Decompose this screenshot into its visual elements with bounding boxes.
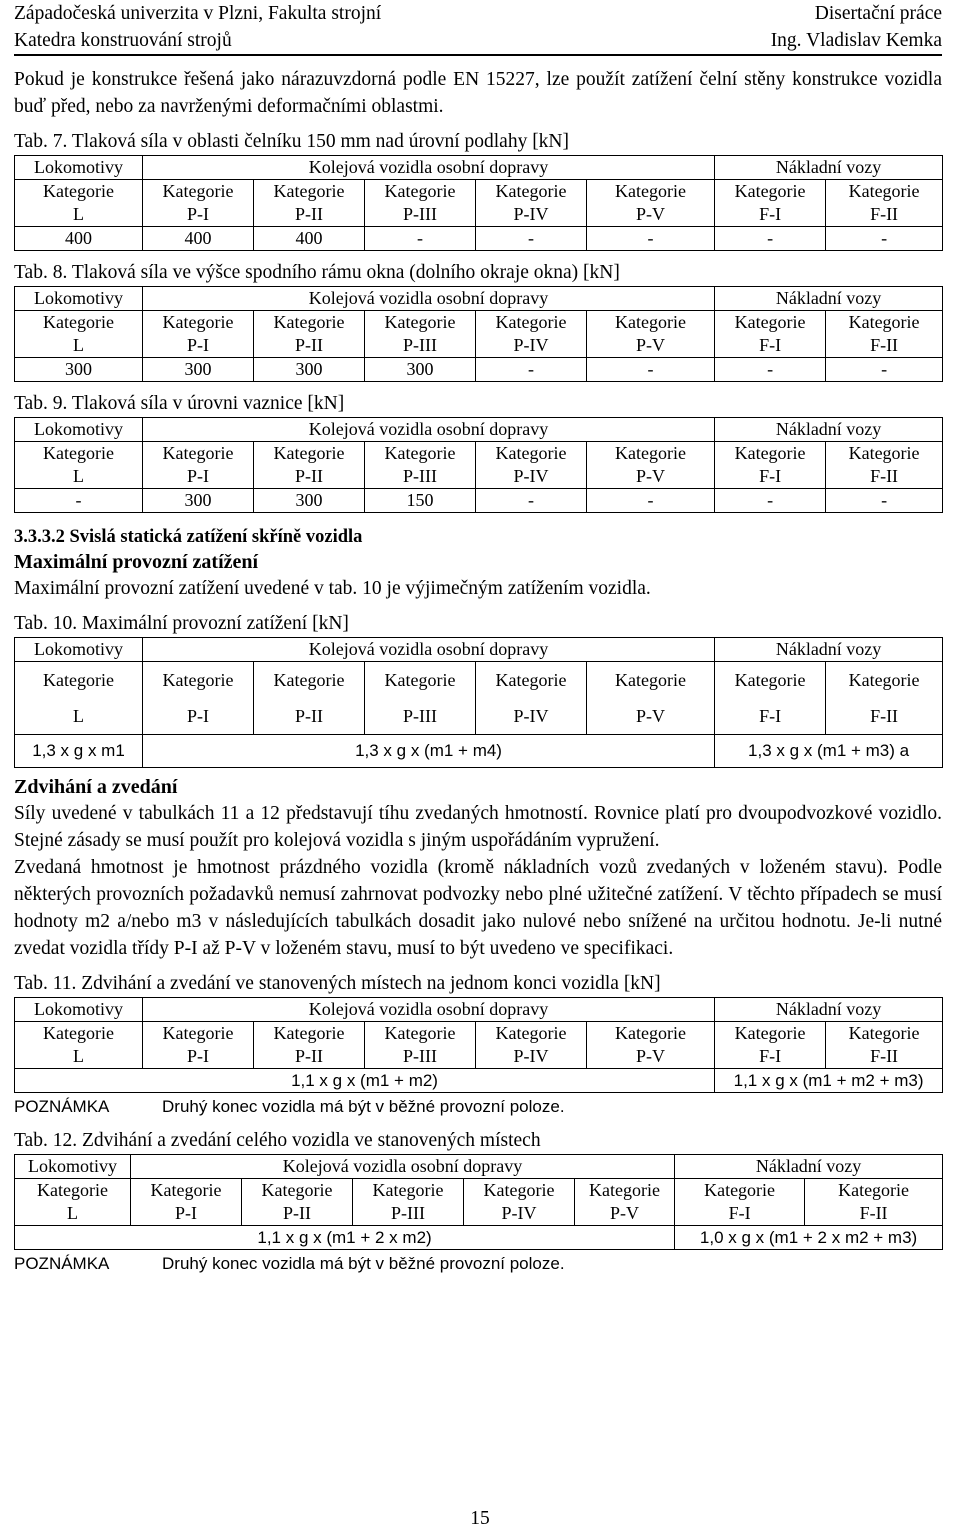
cat-code: F-II: [870, 466, 899, 486]
cat-word: Kategorie: [848, 443, 920, 463]
value-cell: -: [826, 489, 943, 513]
cat-word: Kategorie: [372, 1180, 444, 1200]
cat-code: P-I: [175, 1203, 197, 1223]
cat-word: Kategorie: [273, 181, 345, 201]
group-pass: Kolejová vozidla osobní dopravy: [131, 1155, 675, 1179]
cat-word: Kategorie: [615, 670, 687, 690]
cat-word: Kategorie: [37, 1180, 108, 1200]
value-cell: 400: [15, 227, 143, 251]
value-cell: -: [826, 358, 943, 382]
note-text: Druhý konec vozidla má být v běžné provozní poloze.: [162, 1097, 565, 1116]
cat-word: Kategorie: [495, 670, 567, 690]
lifting-heading: Zdvihání a zvedání: [14, 776, 178, 798]
formula-row: [15, 1069, 943, 1093]
value-cell: 300: [365, 358, 476, 382]
group-pass: Kolejová vozidla osobní dopravy: [143, 998, 715, 1022]
lifting-para-1: Síly uvedené v tabulkách 11 a 12 představují tíhu zvedaných hmotností. Rovnice platí pro dvoupodvozkové vozidlo. Stejné zásady se musí použít pro kolejová vozidla s jiným uspořádáním vypružení.: [14, 803, 942, 851]
formula-pass: 1,1 x g x (m1 + 2 x m2): [15, 1226, 675, 1250]
value-cell: -: [715, 489, 826, 513]
group-freight: Nákladní vozy: [715, 156, 943, 180]
cat-code: F-I: [759, 335, 782, 355]
cat-word: Kategorie: [384, 181, 456, 201]
value-cell: -: [587, 227, 715, 251]
cat-word: Kategorie: [273, 670, 345, 690]
cat-code: P-V: [636, 335, 666, 355]
value-cell: -: [715, 358, 826, 382]
category-row: [15, 311, 943, 358]
category-row: [15, 442, 943, 489]
tab11-caption: Tab. 11. Zdvihání a zvedání ve stanovených místech na jednom konci vozidla [kN]: [14, 973, 661, 994]
note-key: POZNÁMKA: [14, 1097, 110, 1116]
value-cell: -: [715, 227, 826, 251]
cat-code: F-II: [870, 706, 899, 726]
formula-row: [15, 1226, 943, 1250]
cat-code: P-III: [403, 1046, 437, 1066]
cat-code: P-V: [636, 706, 666, 726]
cat-word: Kategorie: [495, 443, 567, 463]
header-author: Ing. Vladislav Kemka: [770, 30, 942, 51]
header-doc-type: Disertační práce: [814, 3, 942, 24]
value-cell: -: [476, 489, 587, 513]
cat-code: F-I: [759, 706, 782, 726]
value-cell: 300: [254, 358, 365, 382]
group-freight: Nákladní vozy: [715, 418, 943, 442]
cat-code: P-III: [403, 706, 437, 726]
tab12-table: [14, 1154, 943, 1250]
value-cell: -: [587, 489, 715, 513]
group-header-row: [15, 638, 943, 662]
formula-loco: 1,3 x g x m1: [15, 735, 143, 768]
cat-code: P-II: [295, 335, 323, 355]
cat-code: F-I: [759, 466, 782, 486]
group-loco: Lokomotivy: [15, 998, 143, 1022]
cat-code: L: [73, 204, 84, 224]
cat-code: P-V: [610, 1203, 640, 1223]
group-header-row: [15, 287, 943, 311]
cat-code: P-IV: [513, 466, 549, 486]
category-row: [15, 662, 943, 735]
note-text: Druhý konec vozidla má být v běžné provozní poloze.: [162, 1254, 565, 1273]
value-cell: -: [365, 227, 476, 251]
cat-word: Kategorie: [615, 1023, 687, 1043]
header-row-1: [14, 0, 942, 27]
tab9-caption: Tab. 9. Tlaková síla v úrovni vaznice [kN]: [14, 393, 345, 414]
header-row-2: [14, 27, 942, 56]
cat-code: F-I: [759, 1046, 782, 1066]
cat-word: Kategorie: [848, 181, 920, 201]
cat-word: Kategorie: [615, 181, 687, 201]
cat-code: L: [73, 706, 84, 726]
tab12-note: [14, 1252, 942, 1276]
value-cell: -: [826, 227, 943, 251]
cat-code: P-I: [187, 706, 209, 726]
cat-code: F-II: [870, 335, 899, 355]
tab10-caption: Tab. 10. Maximální provozní zatížení [kN]: [14, 613, 349, 634]
value-cell: -: [587, 358, 715, 382]
cat-word: Kategorie: [483, 1180, 555, 1200]
header-university: Západočeská univerzita v Plzni, Fakulta strojní: [14, 3, 382, 24]
cat-code: P-II: [295, 1046, 323, 1066]
formula-freight: 1,1 x g x (m1 + m2 + m3): [715, 1069, 943, 1093]
cat-code: F-II: [870, 204, 899, 224]
group-pass: Kolejová vozidla osobní dopravy: [143, 287, 715, 311]
cat-code: P-IV: [513, 204, 549, 224]
cat-code: P-V: [636, 1046, 666, 1066]
cat-word: Kategorie: [704, 1180, 776, 1200]
cat-code: P-I: [187, 335, 209, 355]
group-loco: Lokomotivy: [15, 1155, 131, 1179]
cat-word: Kategorie: [734, 181, 806, 201]
formula-row: [15, 735, 943, 768]
cat-word: Kategorie: [734, 312, 806, 332]
cat-word: Kategorie: [734, 1023, 806, 1043]
cat-code: P-IV: [513, 706, 549, 726]
tab9-table: [14, 417, 943, 513]
cat-code: P-V: [636, 466, 666, 486]
cat-word: Kategorie: [162, 443, 234, 463]
value-cell: 400: [254, 227, 365, 251]
section-heading: Maximální provozní zatížení: [14, 551, 259, 573]
value-cell: 300: [15, 358, 143, 382]
group-pass: Kolejová vozidla osobní dopravy: [143, 638, 715, 662]
group-loco: Lokomotivy: [15, 418, 143, 442]
cat-word: Kategorie: [162, 1023, 234, 1043]
formula-freight: 1,3 x g x (m1 + m3) a: [715, 735, 943, 768]
value-cell: -: [476, 227, 587, 251]
cat-word: Kategorie: [273, 1023, 345, 1043]
cat-code: F-II: [859, 1203, 888, 1223]
cat-word: Kategorie: [848, 1023, 920, 1043]
cat-code: P-I: [187, 204, 209, 224]
group-header-row: [15, 418, 943, 442]
cat-code: L: [73, 335, 84, 355]
cat-word: Kategorie: [495, 181, 567, 201]
cat-word: Kategorie: [384, 312, 456, 332]
cat-word: Kategorie: [734, 670, 806, 690]
value-row: [15, 489, 943, 513]
cat-word: Kategorie: [848, 670, 920, 690]
value-cell: 150: [365, 489, 476, 513]
cat-word: Kategorie: [848, 312, 920, 332]
cat-word: Kategorie: [384, 1023, 456, 1043]
group-loco: Lokomotivy: [15, 156, 143, 180]
value-row: [15, 358, 943, 382]
group-pass: Kolejová vozidla osobní dopravy: [143, 156, 715, 180]
value-cell: -: [476, 358, 587, 382]
group-header-row: [15, 998, 943, 1022]
group-pass: Kolejová vozidla osobní dopravy: [143, 418, 715, 442]
cat-code: P-V: [636, 204, 666, 224]
formula-freight: 1,0 x g x (m1 + 2 x m2 + m3): [675, 1226, 943, 1250]
cat-word: Kategorie: [162, 312, 234, 332]
cat-word: Kategorie: [261, 1180, 333, 1200]
cat-word: Kategorie: [615, 312, 687, 332]
tab8-table: [14, 286, 943, 382]
group-loco: Lokomotivy: [15, 287, 143, 311]
cat-word: Kategorie: [43, 1023, 114, 1043]
cat-code: P-III: [391, 1203, 425, 1223]
cat-word: Kategorie: [838, 1180, 910, 1200]
section-text: Maximální provozní zatížení uvedené v tab. 10 je výjimečným zatížením vozidla.: [14, 578, 651, 599]
value-cell: 300: [143, 489, 254, 513]
formula-pass: 1,1 x g x (m1 + m2): [15, 1069, 715, 1093]
cat-code: L: [67, 1203, 78, 1223]
lifting-para-2: Zvedaná hmotnost je hmotnost prázdného vozidla (kromě nákladních vozů zvedaných v loženém stavu). Podle některých provozních požadavků nemusí zahrnovat podvozky nebo plné užitečné zatížení. V těchto případech se musí hodnoty m2 a/nebo m3 v následujících tabulkách dosadit jako nulové nebo snížené na určitou hodnotu. Je-li nutné zvedat vozidla třídy P-I až P-V v loženém stavu, musí to být uvedeno ve specifikaci.: [14, 857, 942, 959]
category-row: [15, 180, 943, 227]
group-freight: Nákladní vozy: [715, 287, 943, 311]
tab11-note: [14, 1095, 942, 1119]
cat-word: Kategorie: [495, 1023, 567, 1043]
document-page: [14, 0, 942, 1276]
tab7-table: [14, 155, 943, 251]
cat-code: P-II: [283, 1203, 311, 1223]
cat-word: Kategorie: [589, 1180, 661, 1200]
tab11-table: [14, 997, 943, 1093]
group-loco: Lokomotivy: [15, 638, 143, 662]
value-row: [15, 227, 943, 251]
cat-word: Kategorie: [384, 670, 456, 690]
cat-word: Kategorie: [162, 670, 234, 690]
formula-pass: 1,3 x g x (m1 + m4): [143, 735, 715, 768]
cat-code: L: [73, 1046, 84, 1066]
cat-code: P-II: [295, 204, 323, 224]
cat-code: P-III: [403, 335, 437, 355]
category-row: [15, 1179, 943, 1226]
cat-code: P-I: [187, 1046, 209, 1066]
group-freight: Nákladní vozy: [675, 1155, 943, 1179]
cat-code: F-II: [870, 1046, 899, 1066]
value-cell: -: [15, 489, 143, 513]
tab12-caption: Tab. 12. Zdvihání a zvedání celého vozidla ve stanovených místech: [14, 1130, 541, 1151]
cat-word: Kategorie: [734, 443, 806, 463]
cat-code: P-IV: [513, 1046, 549, 1066]
cat-code: P-IV: [501, 1203, 537, 1223]
section-title: 3.3.3.2 Svislá statická zatížení skříně vozidla: [14, 527, 363, 547]
cat-code: P-I: [187, 466, 209, 486]
cat-code: F-I: [728, 1203, 751, 1223]
cat-code: L: [73, 466, 84, 486]
cat-word: Kategorie: [43, 670, 114, 690]
group-freight: Nákladní vozy: [715, 638, 943, 662]
cat-word: Kategorie: [615, 443, 687, 463]
tab10-table: [14, 637, 943, 768]
group-header-row: [15, 156, 943, 180]
cat-code: P-II: [295, 706, 323, 726]
cat-word: Kategorie: [384, 443, 456, 463]
category-row: [15, 1022, 943, 1069]
group-freight: Nákladní vozy: [715, 998, 943, 1022]
cat-word: Kategorie: [43, 181, 114, 201]
cat-word: Kategorie: [273, 443, 345, 463]
cat-word: Kategorie: [150, 1180, 222, 1200]
intro-paragraph: Pokud je konstrukce řešená jako nárazuvzdorná podle EN 15227, lze použít zatížení čelní stěny konstrukce vozidla buď před, nebo za navrženými deformačními oblastmi.: [14, 69, 942, 117]
value-cell: 300: [143, 358, 254, 382]
cat-code: P-III: [403, 204, 437, 224]
value-cell: 400: [143, 227, 254, 251]
cat-code: P-III: [403, 466, 437, 486]
cat-word: Kategorie: [162, 181, 234, 201]
tab7-caption: Tab. 7. Tlaková síla v oblasti čelníku 150 mm nad úrovní podlahy [kN]: [14, 131, 570, 152]
cat-word: Kategorie: [43, 443, 114, 463]
value-cell: 300: [254, 489, 365, 513]
cat-code: F-I: [759, 204, 782, 224]
group-header-row: [15, 1155, 943, 1179]
cat-word: Kategorie: [43, 312, 114, 332]
cat-word: Kategorie: [495, 312, 567, 332]
page-number: 15: [470, 1508, 490, 1529]
header-department: Katedra konstruování strojů: [14, 30, 232, 51]
cat-code: P-IV: [513, 335, 549, 355]
cat-code: P-II: [295, 466, 323, 486]
note-key: POZNÁMKA: [14, 1254, 110, 1273]
cat-word: Kategorie: [273, 312, 345, 332]
tab8-caption: Tab. 8. Tlaková síla ve výšce spodního rámu okna (dolního okraje okna) [kN]: [14, 262, 620, 283]
